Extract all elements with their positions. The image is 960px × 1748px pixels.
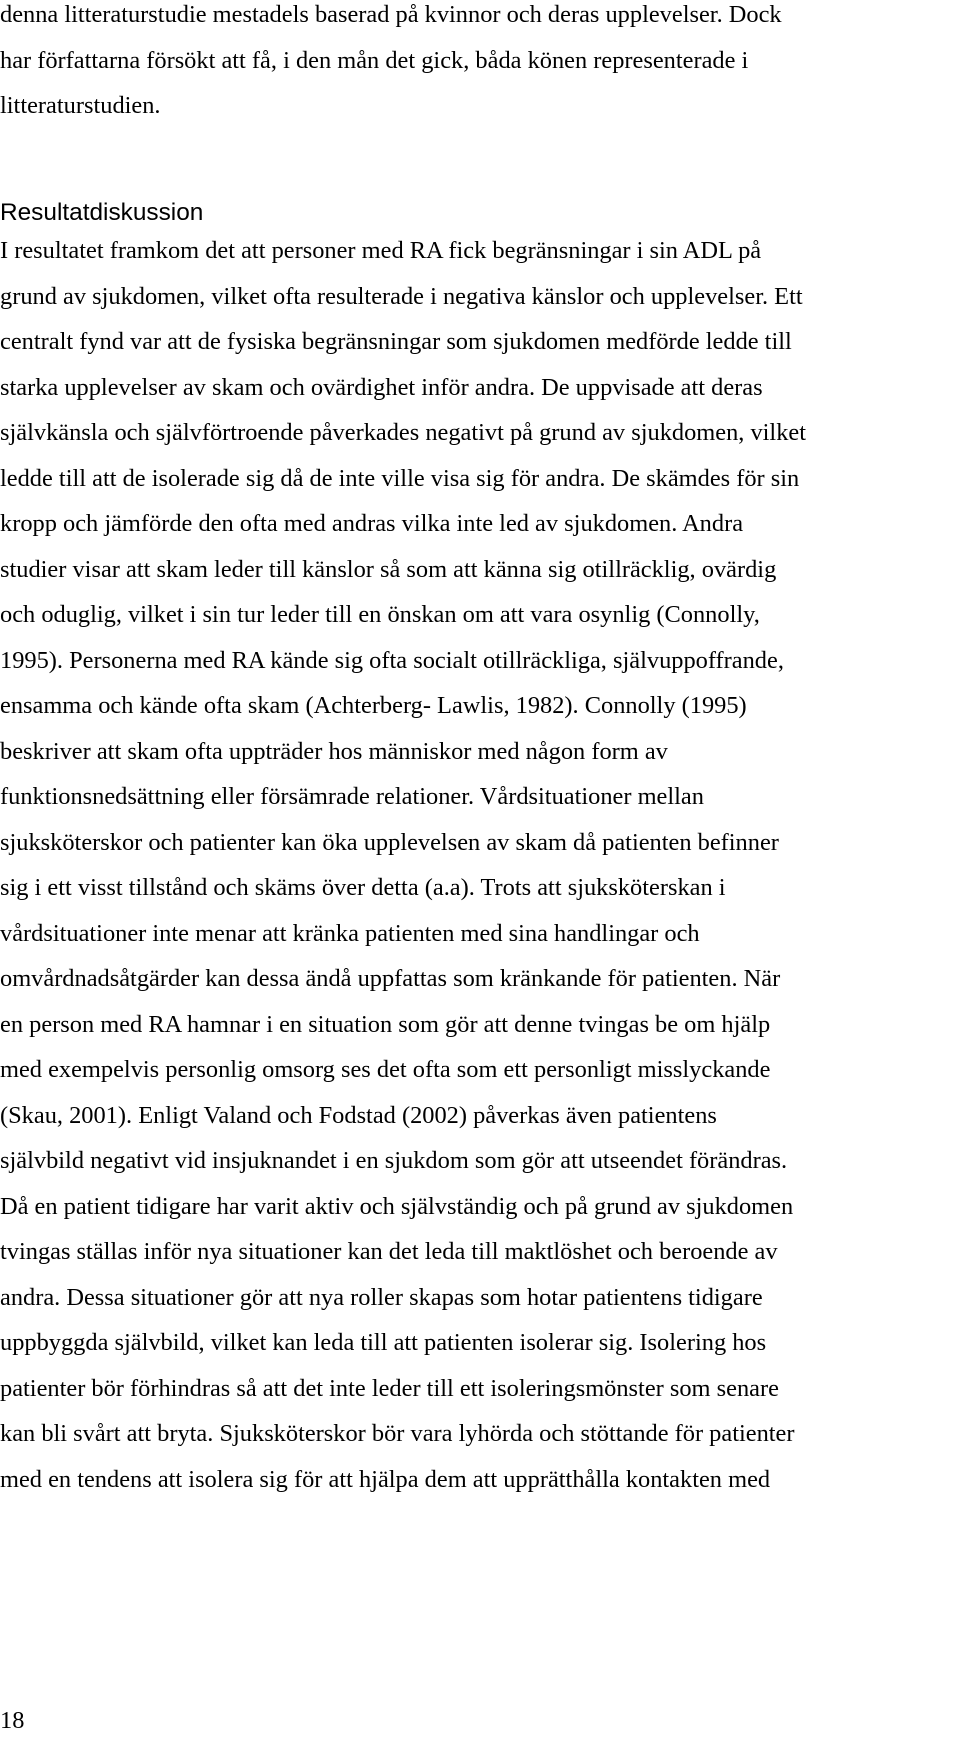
text-line: ledde till att de isolerade sig då de inte ville visa sig för andra. De skämdes för sin xyxy=(0,464,800,492)
text-line: med en tendens att isolera sig för att hjälpa dem att upprätthålla kontakten med xyxy=(0,1465,771,1493)
text-line: med exempelvis personlig omsorg ses det ofta som ett personligt misslyckande xyxy=(0,1056,771,1083)
text-line: patienter bör förhindras så att det inte leder till ett isoleringsmönster som senare xyxy=(0,1374,779,1402)
page-number: 18 xyxy=(0,1707,25,1734)
text-line: tvingas ställas inför nya situationer kan det leda till maktlöshet och beroende av xyxy=(0,1238,778,1265)
text-line: sjuksköterskor och patienter kan öka upplevelsen av skam då patienten befinner xyxy=(0,828,779,856)
text-line: studier visar att skam leder till känslor så som att känna sig otillräcklig, ovärdig xyxy=(0,555,777,583)
text-line: kropp och jämförde den ofta med andras vilka inte led av sjukdomen. Andra xyxy=(0,510,744,537)
text-line: I resultatet framkom det att personer med RA fick begränsningar i sin ADL på xyxy=(0,237,762,264)
intro-paragraph xyxy=(0,0,950,129)
text-line: har författarna försökt att få, i den mån det gick, båda könen representerade i xyxy=(0,46,749,74)
text-line: vårdsituationer inte menar att kränka patienten med sina handlingar och xyxy=(0,919,700,947)
text-line: denna litteraturstudie mestadels baserad på kvinnor och deras upplevelser. Dock xyxy=(0,1,782,28)
text-line: uppbyggda självbild, vilket kan leda till att patienten isolerar sig. Isolering hos xyxy=(0,1329,767,1356)
text-line: centralt fynd var att de fysiska begränsningar som sjukdomen medförde ledde till xyxy=(0,328,792,355)
text-line: litteraturstudien. xyxy=(0,92,161,119)
text-line: starka upplevelser av skam och ovärdighet inför andra. De uppvisade att deras xyxy=(0,373,763,401)
text-line: självbild negativt vid insjuknandet i en sjukdom som gör att utseendet förändras. xyxy=(0,1147,788,1174)
body-paragraph xyxy=(0,228,950,1502)
text-line: 1995). Personerna med RA kände sig ofta socialt otillräckliga, självuppoffrande, xyxy=(0,646,784,674)
text-line: grund av sjukdomen, vilket ofta resulterade i negativa känslor och upplevelser. Ett xyxy=(0,282,803,310)
text-line: funktionsnedsättning eller försämrade relationer. Vårdsituationer mellan xyxy=(0,783,704,810)
section-heading: Resultatdiskussion xyxy=(0,199,204,226)
text-line: (Skau, 2001). Enligt Valand och Fodstad (2002) påverkas även patientens xyxy=(0,1101,717,1129)
text-line: Då en patient tidigare har varit aktiv och självständig och på grund av sjukdomen xyxy=(0,1192,794,1220)
text-line: beskriver att skam ofta uppträder hos människor med någon form av xyxy=(0,737,668,765)
text-line: andra. Dessa situationer gör att nya roller skapas som hotar patientens tidigare xyxy=(0,1283,763,1311)
text-line: omvårdnadsåtgärder kan dessa ändå uppfattas som kränkande för patienten. När xyxy=(0,965,781,992)
text-line: en person med RA hamnar i en situation som gör att denne tvingas be om hjälp xyxy=(0,1010,771,1038)
text-line: och oduglig, vilket i sin tur leder till en önskan om att vara osynlig (Connolly, xyxy=(0,601,760,628)
text-line: kan bli svårt att bryta. Sjuksköterskor bör vara lyhörda och stöttande för patienter xyxy=(0,1420,795,1447)
text-line: sig i ett visst tillstånd och skäms över detta (a.a). Trots att sjuksköterskan i xyxy=(0,874,726,901)
text-line: ensamma och kände ofta skam (Achterberg- Lawlis, 1982). Connolly (1995) xyxy=(0,692,747,719)
text-line: självkänsla och självförtroende påverkades negativt på grund av sjukdomen, vilket xyxy=(0,419,807,446)
